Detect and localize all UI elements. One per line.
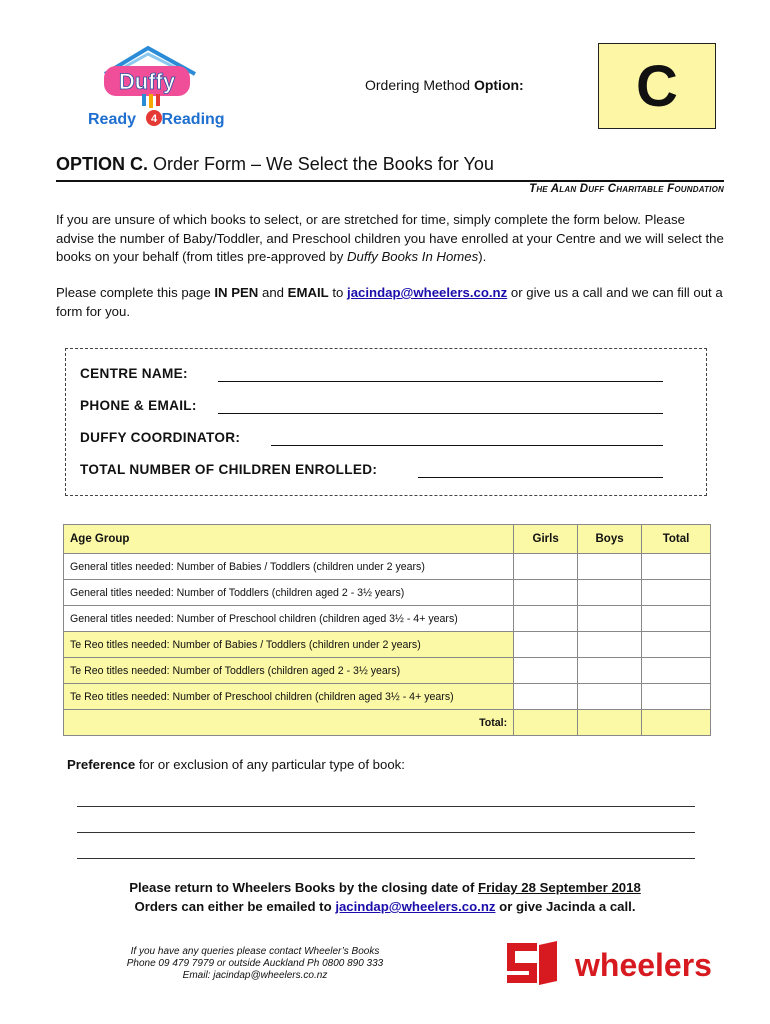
- girls-cell[interactable]: [514, 632, 578, 658]
- girls-total-cell[interactable]: [514, 710, 578, 736]
- table-row: [64, 580, 711, 606]
- row-label: General titles needed: Number of Preschool children (children aged 3½ - 4+ years): [64, 606, 514, 632]
- centre-name-label: CENTRE NAME:: [80, 366, 188, 381]
- preference-label: Preference for or exclusion of any particular type of book:: [67, 757, 405, 772]
- svg-text:Ready: Ready: [87, 111, 137, 128]
- duffy-coordinator-label: DUFFY COORDINATOR:: [80, 430, 241, 445]
- return-instructions: Please return to Wheelers Books by the closing date of Friday 28 September 2018: [129, 880, 641, 895]
- row-label: Te Reo titles needed: Number of Babies / Toddlers (children under 2 years): [64, 632, 514, 658]
- intro-paragraph: If you are unsure of which books to select, or are stretched for time, simply complete the form below. Please advise the number of Baby/Toddler, and Preschool children you have enrolled at your Centre and we will select the books on your behalf (from titles pre-approved by Duffy Books In Homes).: [56, 212, 724, 264]
- header-total: Total: [642, 525, 711, 554]
- footer-email-link[interactable]: jacindap@wheelers.co.nz: [335, 899, 496, 914]
- closing-date: Friday 28 September 2018: [478, 880, 641, 895]
- instructions-paragraph: Please complete this page IN PEN and EMAIL to jacindap@wheelers.co.nz or give us a call and we can fill out a form for you.: [56, 285, 723, 319]
- table-row: [64, 606, 711, 632]
- total-cell[interactable]: [642, 606, 711, 632]
- header-boys: Boys: [578, 525, 642, 554]
- total-cell[interactable]: [642, 554, 711, 580]
- row-label: Te Reo titles needed: Number of Toddlers (children aged 2 - 3½ years): [64, 658, 514, 684]
- boys-cell[interactable]: [578, 684, 642, 710]
- phone-email-label: PHONE & EMAIL:: [80, 398, 197, 413]
- email-link[interactable]: jacindap@wheelers.co.nz: [347, 285, 508, 300]
- total-label: Total:: [64, 710, 514, 736]
- preference-line-1[interactable]: [77, 806, 695, 807]
- row-label: General titles needed: Number of Babies / Toddlers (children under 2 years): [64, 554, 514, 580]
- boys-cell[interactable]: [578, 554, 642, 580]
- table-total-row: [64, 710, 711, 736]
- age-group-table: [63, 524, 711, 736]
- duffy-coordinator-field[interactable]: [271, 445, 663, 446]
- row-label: General titles needed: Number of Toddlers (children aged 2 - 3½ years): [64, 580, 514, 606]
- grand-total-cell[interactable]: [642, 710, 711, 736]
- girls-cell[interactable]: [514, 684, 578, 710]
- girls-cell[interactable]: [514, 606, 578, 632]
- total-cell[interactable]: [642, 632, 711, 658]
- boys-cell[interactable]: [578, 658, 642, 684]
- svg-text:Reading: Reading: [161, 111, 225, 128]
- girls-cell[interactable]: [514, 580, 578, 606]
- header-girls: Girls: [514, 525, 578, 554]
- preference-line-3[interactable]: [77, 858, 695, 859]
- boys-cell[interactable]: [578, 632, 642, 658]
- boys-cell[interactable]: [578, 580, 642, 606]
- table-row: [64, 684, 711, 710]
- svg-text:4: 4: [150, 113, 158, 125]
- table-row: [64, 658, 711, 684]
- total-cell[interactable]: [642, 580, 711, 606]
- phone-email-field[interactable]: [218, 413, 663, 414]
- preference-line-2[interactable]: [77, 832, 695, 833]
- ordering-method-label: Ordering Method Option:: [365, 77, 524, 93]
- wheelers-wordmark: wheelers: [575, 947, 712, 983]
- row-label: Te Reo titles needed: Number of Preschool children (children aged 3½ - 4+ years): [64, 684, 514, 710]
- boys-cell[interactable]: [578, 606, 642, 632]
- option-letter-box: C: [598, 43, 716, 129]
- page-title: OPTION C. Order Form – We Select the Books for You: [56, 154, 494, 174]
- total-cell[interactable]: [642, 684, 711, 710]
- total-cell[interactable]: [642, 658, 711, 684]
- total-children-label: TOTAL NUMBER OF CHILDREN ENROLLED:: [80, 462, 378, 477]
- total-children-field[interactable]: [418, 477, 663, 478]
- table-header-row: [64, 525, 711, 554]
- table-row: [64, 632, 711, 658]
- header-age-group: Age Group: [64, 525, 514, 554]
- centre-name-field[interactable]: [218, 381, 663, 382]
- table-row: [64, 554, 711, 580]
- foundation-name: The Alan Duff Charitable Foundation: [529, 183, 724, 195]
- girls-cell[interactable]: [514, 658, 578, 684]
- contact-info: If you have any queries please contact Wheeler’s Books Phone 09 479 7979 or outside Auckland Ph 0800 890 333 Email: jacindap@wheelers.co.nz: [126, 946, 384, 981]
- title-divider: [56, 180, 724, 182]
- svg-text:Duffy: Duffy: [118, 69, 176, 94]
- boys-total-cell[interactable]: [578, 710, 642, 736]
- email-instructions: Orders can either be emailed to jacindap@wheelers.co.nz or give Jacinda a call.: [134, 899, 636, 914]
- girls-cell[interactable]: [514, 554, 578, 580]
- duffy-logo: [70, 44, 230, 134]
